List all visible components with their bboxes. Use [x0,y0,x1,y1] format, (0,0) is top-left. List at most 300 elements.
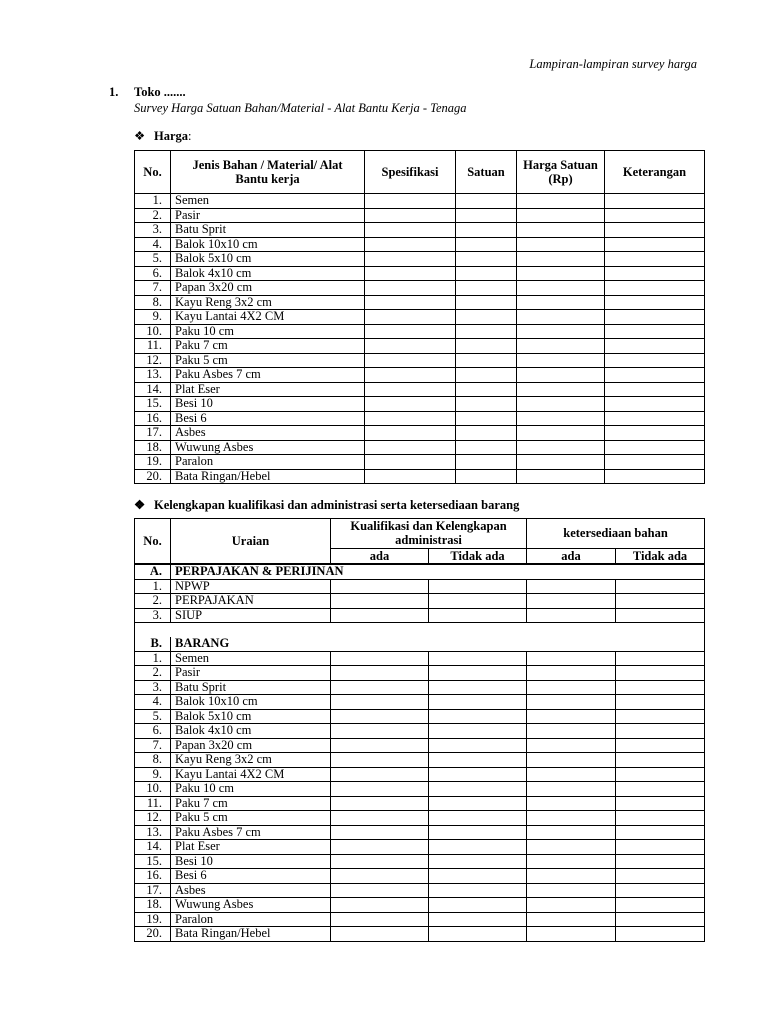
row-number: 8. [135,753,171,768]
kualifikasi-ada-cell [331,680,429,695]
row-item: Batu Sprit [171,223,365,238]
col-harga: Harga Satuan (Rp) [517,151,605,194]
ketersediaan-ada-cell [527,651,616,666]
harga-cell [517,281,605,296]
table-row [135,840,705,855]
ketersediaan-ada-cell [527,912,616,927]
satuan-cell [456,194,517,209]
satuan-cell [456,397,517,412]
row-item: Besi 6 [171,411,365,426]
spacer-cell [135,623,705,638]
harga-cell [517,223,605,238]
row-item: Plat Eser [171,840,331,855]
kualifikasi-ada-cell [331,796,429,811]
keterangan-cell [605,252,705,267]
spesifikasi-cell [365,237,456,252]
toko-label: Toko ....... [134,85,186,99]
table-row [135,724,705,739]
ketersediaan-ada-cell [527,608,616,623]
row-number: 19. [135,912,171,927]
harga-cell [517,252,605,267]
row-number: 12. [135,353,171,368]
ketersediaan-tidak-ada-cell [616,608,705,623]
ketersediaan-ada-cell [527,709,616,724]
kualifikasi-ada-cell [331,912,429,927]
row-item: Kayu Lantai 4X2 CM [171,767,331,782]
ketersediaan-tidak-ada-cell [616,666,705,681]
row-item: Besi 6 [171,869,331,884]
satuan-cell [456,266,517,281]
satuan-cell [456,339,517,354]
row-item: Kayu Reng 3x2 cm [171,295,365,310]
row-item: Pasir [171,208,365,223]
spacer-row [135,623,705,638]
row-item: Paku 7 cm [171,339,365,354]
row-number: 2. [135,666,171,681]
kualifikasi-ada-cell [331,883,429,898]
table-row [135,339,705,354]
kualifikasi-ada-cell [331,840,429,855]
row-number: 1. [135,194,171,209]
ketersediaan-tidak-ada-cell [616,811,705,826]
row-number: 14. [135,840,171,855]
spesifikasi-cell [365,339,456,354]
table-row [135,695,705,710]
satuan-cell [456,440,517,455]
row-item: Batu Sprit [171,680,331,695]
satuan-cell [456,281,517,296]
section-row [135,637,705,651]
harga-cell [517,382,605,397]
ketersediaan-ada-cell [527,796,616,811]
ketersediaan-tidak-ada-cell [616,695,705,710]
section-number: 1. [109,85,119,99]
harga-cell [517,310,605,325]
table-row [135,594,705,609]
row-number: 9. [135,767,171,782]
ketersediaan-tidak-ada-cell [616,709,705,724]
row-number: 16. [135,869,171,884]
row-number: 11. [135,339,171,354]
ketersediaan-tidak-ada-cell [616,825,705,840]
row-number: 15. [135,854,171,869]
row-item: Paku Asbes 7 cm [171,368,365,383]
table-row [135,252,705,267]
ketersediaan-tidak-ada-cell [616,579,705,594]
table-row [135,738,705,753]
table-row [135,796,705,811]
kualifikasi-ada-cell [331,695,429,710]
col-no: No. [135,151,171,194]
col-ketersediaan-tidak-ada: Tidak ada [616,548,705,564]
row-item: Balok 5x10 cm [171,709,331,724]
satuan-cell [456,469,517,484]
section-title: BARANG [171,637,705,651]
spesifikasi-cell [365,223,456,238]
row-number: 18. [135,440,171,455]
kualifikasi-tidak-ada-cell [429,753,527,768]
kualifikasi-ada-cell [331,898,429,913]
kualifikasi-tidak-ada-cell [429,767,527,782]
kualifikasi-tidak-ada-cell [429,738,527,753]
table-row [135,295,705,310]
kualifikasi-tidak-ada-cell [429,666,527,681]
table-row [135,440,705,455]
keterangan-cell [605,237,705,252]
kualifikasi-tidak-ada-cell [429,811,527,826]
row-item: Balok 10x10 cm [171,695,331,710]
row-number: 1. [135,651,171,666]
kualifikasi-ada-cell [331,724,429,739]
kualifikasi-ada-cell [331,608,429,623]
diamond-bullet-icon: ❖ [134,498,146,512]
spesifikasi-cell [365,469,456,484]
row-item: PERPAJAKAN [171,594,331,609]
row-number: 12. [135,811,171,826]
ketersediaan-tidak-ada-cell [616,680,705,695]
kualifikasi-ada-cell [331,579,429,594]
row-item: Paralon [171,912,331,927]
row-number: 4. [135,695,171,710]
kualifikasi-ada-cell [331,767,429,782]
spesifikasi-cell [365,426,456,441]
kualifikasi-tidak-ada-cell [429,912,527,927]
section-code: B. [135,637,171,651]
ketersediaan-ada-cell [527,666,616,681]
row-number: 6. [135,724,171,739]
ketersediaan-tidak-ada-cell [616,594,705,609]
row-item: Balok 4x10 cm [171,266,365,281]
table-row [135,397,705,412]
table-row [135,353,705,368]
ketersediaan-ada-cell [527,898,616,913]
row-number: 11. [135,796,171,811]
table-row [135,854,705,869]
table-row [135,912,705,927]
ketersediaan-ada-cell [527,579,616,594]
keterangan-cell [605,324,705,339]
row-item: Kayu Reng 3x2 cm [171,753,331,768]
satuan-cell [456,411,517,426]
row-item: Paku 5 cm [171,811,331,826]
row-item: Asbes [171,426,365,441]
spesifikasi-cell [365,382,456,397]
row-number: 17. [135,426,171,441]
ketersediaan-ada-cell [527,869,616,884]
row-number: 7. [135,281,171,296]
kualifikasi-tidak-ada-cell [429,854,527,869]
section-code: A. [135,564,171,579]
row-item: Balok 4x10 cm [171,724,331,739]
table-row [135,223,705,238]
ketersediaan-ada-cell [527,854,616,869]
kualifikasi-tidak-ada-cell [429,680,527,695]
harga-cell [517,237,605,252]
row-number: 19. [135,455,171,470]
satuan-cell [456,295,517,310]
kualifikasi-tidak-ada-cell [429,796,527,811]
kualifikasi-ada-cell [331,594,429,609]
row-number: 20. [135,927,171,942]
row-number: 1. [135,579,171,594]
kualifikasi-tidak-ada-cell [429,608,527,623]
satuan-cell [456,426,517,441]
col-satuan: Satuan [456,151,517,194]
satuan-cell [456,252,517,267]
satuan-cell [456,368,517,383]
survey-subtitle: Survey Harga Satuan Bahan/Material - Alat Bantu Kerja - Tenaga [134,101,467,115]
keterangan-cell [605,426,705,441]
satuan-cell [456,324,517,339]
table-row [135,608,705,623]
spesifikasi-cell [365,353,456,368]
harga-colon: : [188,129,192,143]
table-row [135,310,705,325]
ketersediaan-ada-cell [527,840,616,855]
col-keterangan: Keterangan [605,151,705,194]
row-item: Papan 3x20 cm [171,738,331,753]
table-row [135,266,705,281]
kelengkapan-table [134,518,705,942]
row-number: 10. [135,324,171,339]
row-item: SIUP [171,608,331,623]
kualifikasi-ada-cell [331,651,429,666]
table-row [135,883,705,898]
table-row [135,455,705,470]
row-number: 7. [135,738,171,753]
harga-cell [517,469,605,484]
spesifikasi-cell [365,295,456,310]
table-row [135,811,705,826]
keterangan-cell [605,295,705,310]
satuan-cell [456,208,517,223]
kualifikasi-tidak-ada-cell [429,724,527,739]
table-row [135,324,705,339]
row-item: Balok 10x10 cm [171,237,365,252]
row-number: 2. [135,594,171,609]
row-item: Wuwung Asbes [171,898,331,913]
ketersediaan-tidak-ada-cell [616,912,705,927]
row-item: Bata Ringan/Hebel [171,469,365,484]
spesifikasi-cell [365,397,456,412]
table-row [135,898,705,913]
col-kualifikasi-ada: ada [331,548,429,564]
row-number: 14. [135,382,171,397]
ketersediaan-ada-cell [527,811,616,826]
ketersediaan-tidak-ada-cell [616,869,705,884]
table-row [135,579,705,594]
table-row [135,767,705,782]
keterangan-cell [605,223,705,238]
section-title: PERPAJAKAN & PERIJINAN [171,564,705,579]
ketersediaan-tidak-ada-cell [616,651,705,666]
spesifikasi-cell [365,440,456,455]
harga-label: Harga [154,129,189,143]
ketersediaan-tidak-ada-cell [616,724,705,739]
spesifikasi-cell [365,411,456,426]
ketersediaan-ada-cell [527,883,616,898]
table-row [135,709,705,724]
spesifikasi-cell [365,368,456,383]
table-row [135,411,705,426]
kelengkapan-table-body [135,564,705,941]
kualifikasi-tidak-ada-cell [429,840,527,855]
keterangan-cell [605,266,705,281]
keterangan-cell [605,411,705,426]
satuan-cell [456,455,517,470]
ketersediaan-tidak-ada-cell [616,796,705,811]
ketersediaan-tidak-ada-cell [616,738,705,753]
harga-cell [517,208,605,223]
harga-cell [517,324,605,339]
table-row [135,680,705,695]
row-number: 20. [135,469,171,484]
spesifikasi-cell [365,266,456,281]
row-item: Semen [171,194,365,209]
keterangan-cell [605,469,705,484]
harga-cell [517,455,605,470]
table-row [135,368,705,383]
ketersediaan-ada-cell [527,738,616,753]
kualifikasi-tidak-ada-cell [429,695,527,710]
keterangan-cell [605,382,705,397]
row-number: 8. [135,295,171,310]
keterangan-cell [605,310,705,325]
diamond-bullet-icon: ❖ [134,129,146,143]
ketersediaan-tidak-ada-cell [616,840,705,855]
col-ketersediaan: ketersediaan bahan [527,519,705,549]
row-item: Semen [171,651,331,666]
keterangan-cell [605,455,705,470]
row-number: 5. [135,252,171,267]
satuan-cell [456,353,517,368]
ketersediaan-ada-cell [527,753,616,768]
harga-cell [517,397,605,412]
row-item: Paku 10 cm [171,782,331,797]
harga-cell [517,440,605,455]
kualifikasi-tidak-ada-cell [429,898,527,913]
satuan-cell [456,382,517,397]
row-item: Paralon [171,455,365,470]
ketersediaan-ada-cell [527,927,616,942]
harga-cell [517,295,605,310]
col-jenis: Jenis Bahan / Material/ Alat Bantu kerja [171,151,365,194]
harga-cell [517,368,605,383]
table-row [135,927,705,942]
col-uraian: Uraian [171,519,331,565]
table-row [135,426,705,441]
row-item: Kayu Lantai 4X2 CM [171,310,365,325]
row-number: 13. [135,825,171,840]
kualifikasi-tidak-ada-cell [429,594,527,609]
spesifikasi-cell [365,208,456,223]
row-number: 17. [135,883,171,898]
ketersediaan-ada-cell [527,680,616,695]
kualifikasi-ada-cell [331,782,429,797]
kualifikasi-ada-cell [331,738,429,753]
spesifikasi-cell [365,252,456,267]
row-number: 3. [135,680,171,695]
row-number: 15. [135,397,171,412]
row-number: 3. [135,608,171,623]
row-item: Paku 10 cm [171,324,365,339]
kualifikasi-tidak-ada-cell [429,579,527,594]
ketersediaan-ada-cell [527,782,616,797]
keterangan-cell [605,194,705,209]
kualifikasi-tidak-ada-cell [429,651,527,666]
section-row [135,564,705,579]
kualifikasi-tidak-ada-cell [429,825,527,840]
row-number: 9. [135,310,171,325]
ketersediaan-tidak-ada-cell [616,883,705,898]
harga-cell [517,426,605,441]
row-number: 16. [135,411,171,426]
spesifikasi-cell [365,194,456,209]
harga-cell [517,353,605,368]
row-item: Besi 10 [171,397,365,412]
keterangan-cell [605,353,705,368]
kualifikasi-tidak-ada-cell [429,782,527,797]
harga-table [134,150,705,484]
kualifikasi-tidak-ada-cell [429,883,527,898]
row-item: Plat Eser [171,382,365,397]
spesifikasi-cell [365,281,456,296]
ketersediaan-tidak-ada-cell [616,854,705,869]
row-item: NPWP [171,579,331,594]
harga-cell [517,411,605,426]
row-number: 18. [135,898,171,913]
row-item: Besi 10 [171,854,331,869]
kelengkapan-heading [134,497,519,513]
satuan-cell [456,310,517,325]
harga-cell [517,339,605,354]
row-number: 4. [135,237,171,252]
ketersediaan-ada-cell [527,825,616,840]
ketersediaan-ada-cell [527,594,616,609]
kualifikasi-ada-cell [331,927,429,942]
ketersediaan-ada-cell [527,767,616,782]
kualifikasi-ada-cell [331,811,429,826]
kualifikasi-ada-cell [331,753,429,768]
col-kualifikasi: Kualifikasi dan Kelengkapan administrasi [331,519,527,549]
kualifikasi-ada-cell [331,854,429,869]
ketersediaan-tidak-ada-cell [616,753,705,768]
row-item: Bata Ringan/Hebel [171,927,331,942]
kualifikasi-tidak-ada-cell [429,709,527,724]
harga-table-body [135,194,705,484]
kelengkapan-label: Kelengkapan kualifikasi dan administrasi serta ketersediaan barang [154,498,520,512]
ketersediaan-tidak-ada-cell [616,927,705,942]
table-row [135,825,705,840]
harga-heading [134,128,192,144]
col-spesifikasi: Spesifikasi [365,151,456,194]
header-note: Lampiran-lampiran survey harga [529,57,697,71]
ketersediaan-ada-cell [527,695,616,710]
ketersediaan-tidak-ada-cell [616,767,705,782]
spesifikasi-cell [365,455,456,470]
ketersediaan-ada-cell [527,724,616,739]
col-kualifikasi-tidak-ada: Tidak ada [429,548,527,564]
kualifikasi-ada-cell [331,709,429,724]
satuan-cell [456,237,517,252]
satuan-cell [456,223,517,238]
kualifikasi-tidak-ada-cell [429,869,527,884]
keterangan-cell [605,339,705,354]
col-no: No. [135,519,171,565]
table-row [135,208,705,223]
keterangan-cell [605,397,705,412]
keterangan-cell [605,281,705,296]
